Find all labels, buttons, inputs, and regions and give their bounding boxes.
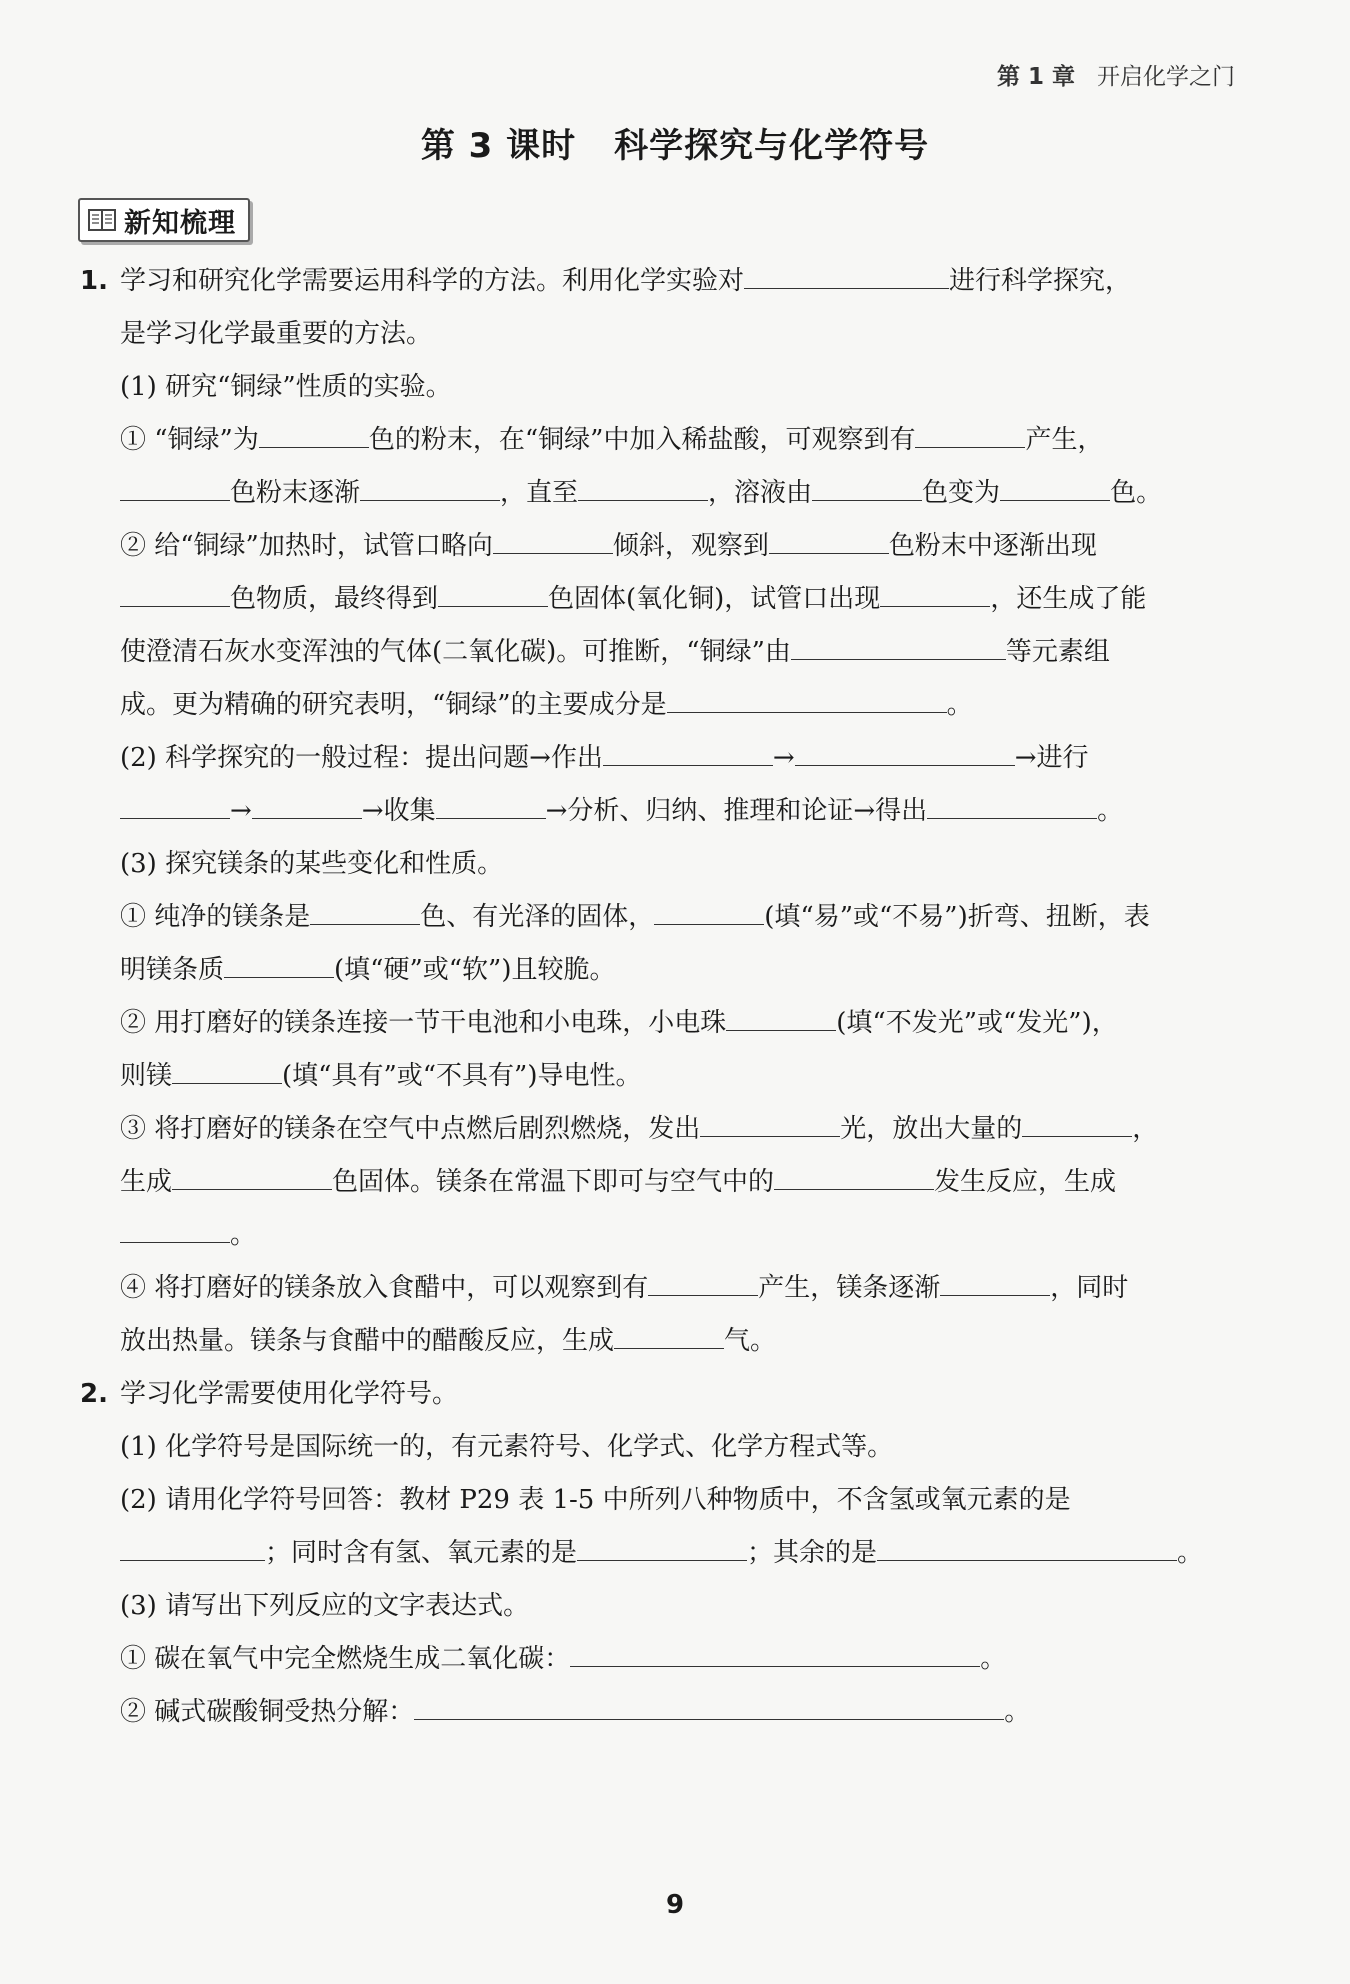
q2-g-line-2: ② 碱式碳酸铜受热分解： 。	[80, 1686, 1240, 1739]
answer-blank[interactable]	[880, 576, 990, 607]
answer-blank[interactable]	[791, 629, 1006, 660]
page-number: 9	[665, 1890, 685, 1920]
q1-part-3: (3) 探究镁条的某些变化和性质。	[120, 849, 504, 879]
q1-c-line-1: ① 纯净的镁条是 色、有光泽的固体， (填“易”或“不易”)折弯、扭断，表	[80, 891, 1240, 944]
lesson-number: 第 3 课时	[420, 126, 577, 166]
answer-blank[interactable]	[667, 682, 947, 713]
chapter-header	[997, 58, 1235, 91]
q1-b-line-4: 成。更为精确的研究表明，“铜绿”的主要成分是 。	[80, 679, 1240, 732]
answer-blank[interactable]	[795, 735, 1015, 766]
q2-line-1: 2. 学习化学需要使用化学符号。	[80, 1368, 1240, 1421]
chapter-number: 第 1 章	[996, 64, 1075, 90]
answer-blank[interactable]	[360, 470, 500, 501]
answer-blank[interactable]	[654, 894, 764, 925]
answer-blank[interactable]	[436, 788, 546, 819]
answer-blank[interactable]	[120, 576, 230, 607]
answer-blank[interactable]	[648, 1265, 758, 1296]
answer-blank[interactable]	[120, 1212, 230, 1243]
q1-e-line-1: ③ 将打磨好的镁条在空气中点燃后剧烈燃烧，发出 光，放出大量的 ，	[80, 1103, 1240, 1156]
answer-blank[interactable]	[1022, 1106, 1132, 1137]
book-icon	[88, 208, 116, 232]
q2-number: 2.	[80, 1379, 108, 1409]
answer-blank[interactable]	[252, 788, 362, 819]
answer-blank[interactable]	[774, 1159, 934, 1190]
q2-g-line-1: ① 碳在氧气中完全燃烧生成二氧化碳： 。	[80, 1633, 1240, 1686]
answer-blank[interactable]	[769, 523, 889, 554]
exercise-content	[80, 255, 1240, 1739]
q1-d-line-2: 则镁 (填“具有”或“不具有”)导电性。	[80, 1050, 1240, 1103]
answer-blank[interactable]	[224, 947, 334, 978]
answer-blank[interactable]	[172, 1159, 332, 1190]
answer-blank[interactable]	[726, 1000, 836, 1031]
q1-e-line-3: 。	[80, 1209, 1240, 1262]
answer-blank[interactable]	[259, 417, 369, 448]
answer-blank[interactable]	[812, 470, 922, 501]
q1-a-line-2: 色粉末逐渐 ，直至 ，溶液由 色变为 色。	[80, 467, 1240, 520]
answer-blank[interactable]	[120, 470, 230, 501]
section-badge	[78, 198, 250, 242]
q1-f-line-2: 放出热量。镁条与食醋中的醋酸反应，生成 气。	[80, 1315, 1240, 1368]
answer-blank[interactable]	[614, 1318, 724, 1349]
q1-part-1: (1) 研究“铜绿”性质的实验。	[120, 372, 452, 402]
q1-c-line-2: 明镁条质 (填“硬”或“软”)且较脆。	[80, 944, 1240, 997]
q1-d-line-1: ② 用打磨好的镁条连接一节干电池和小电珠，小电珠 (填“不发光”或“发光”)，	[80, 997, 1240, 1050]
q1-f-line-1: ④ 将打磨好的镁条放入食醋中，可以观察到有 产生，镁条逐渐 ，同时	[80, 1262, 1240, 1315]
answer-blank[interactable]	[940, 1265, 1050, 1296]
answer-blank[interactable]	[577, 1530, 747, 1561]
chapter-title: 开启化学之门	[1097, 64, 1235, 90]
q1-a-line-1: ① “铜绿”为 色的粉末，在“铜绿”中加入稀盐酸，可观察到有 产生，	[80, 414, 1240, 467]
q1-e-line-2: 生成 色固体。镁条在常温下即可与空气中的 发生反应，生成	[80, 1156, 1240, 1209]
q2-part-2-line-1: (2) 请用化学符号回答：教材 P29 表 1-5 中所列八种物质中，不含氢或氧元素的是	[120, 1485, 1071, 1515]
q1-number: 1.	[80, 266, 108, 296]
answer-blank[interactable]	[120, 788, 230, 819]
answer-blank[interactable]	[915, 417, 1025, 448]
answer-blank[interactable]	[1000, 470, 1110, 501]
answer-blank[interactable]	[120, 1530, 265, 1561]
q2-part-3: (3) 请写出下列反应的文字表达式。	[120, 1591, 530, 1621]
q1-b-line-3: 使澄清石灰水变浑浊的气体(二氧化碳)。可推断，“铜绿”由 等元素组	[80, 626, 1240, 679]
q1-part-2-line-1: (2) 科学探究的一般过程：提出问题→作出 → →进行	[80, 732, 1240, 785]
answer-blank[interactable]	[927, 788, 1097, 819]
q1-b-line-1: ② 给“铜绿”加热时，试管口略向 倾斜，观察到 色粉末中逐渐出现	[80, 520, 1240, 573]
answer-blank[interactable]	[493, 523, 613, 554]
answer-blank[interactable]	[603, 735, 773, 766]
answer-blank[interactable]	[414, 1689, 1004, 1720]
answer-blank[interactable]	[570, 1636, 980, 1667]
answer-blank[interactable]	[310, 894, 420, 925]
answer-blank[interactable]	[700, 1106, 840, 1137]
q1-line-2: 是学习化学最重要的方法。	[120, 319, 433, 349]
answer-blank[interactable]	[172, 1053, 282, 1084]
answer-blank[interactable]	[744, 258, 949, 289]
answer-blank[interactable]	[438, 576, 548, 607]
q2-part-1: (1) 化学符号是国际统一的，有元素符号、化学式、化学方程式等。	[120, 1432, 894, 1462]
q1-line-1: 1. 学习和研究化学需要运用科学的方法。利用化学实验对 进行科学探究，	[80, 255, 1240, 308]
answer-blank[interactable]	[578, 470, 708, 501]
lesson-title	[0, 118, 1350, 167]
answer-blank[interactable]	[877, 1530, 1177, 1561]
q2-part-2-line-2: ；同时含有氢、氧元素的是 ；其余的是 。	[80, 1527, 1240, 1580]
q1-part-2-line-2: → →收集 →分析、归纳、推理和论证→得出 。	[80, 785, 1240, 838]
lesson-name: 科学探究与化学符号	[614, 126, 930, 166]
section-label: 新知梳理	[124, 207, 236, 239]
q1-b-line-2: 色物质，最终得到 色固体(氧化铜)，试管口出现 ，还生成了能	[80, 573, 1240, 626]
